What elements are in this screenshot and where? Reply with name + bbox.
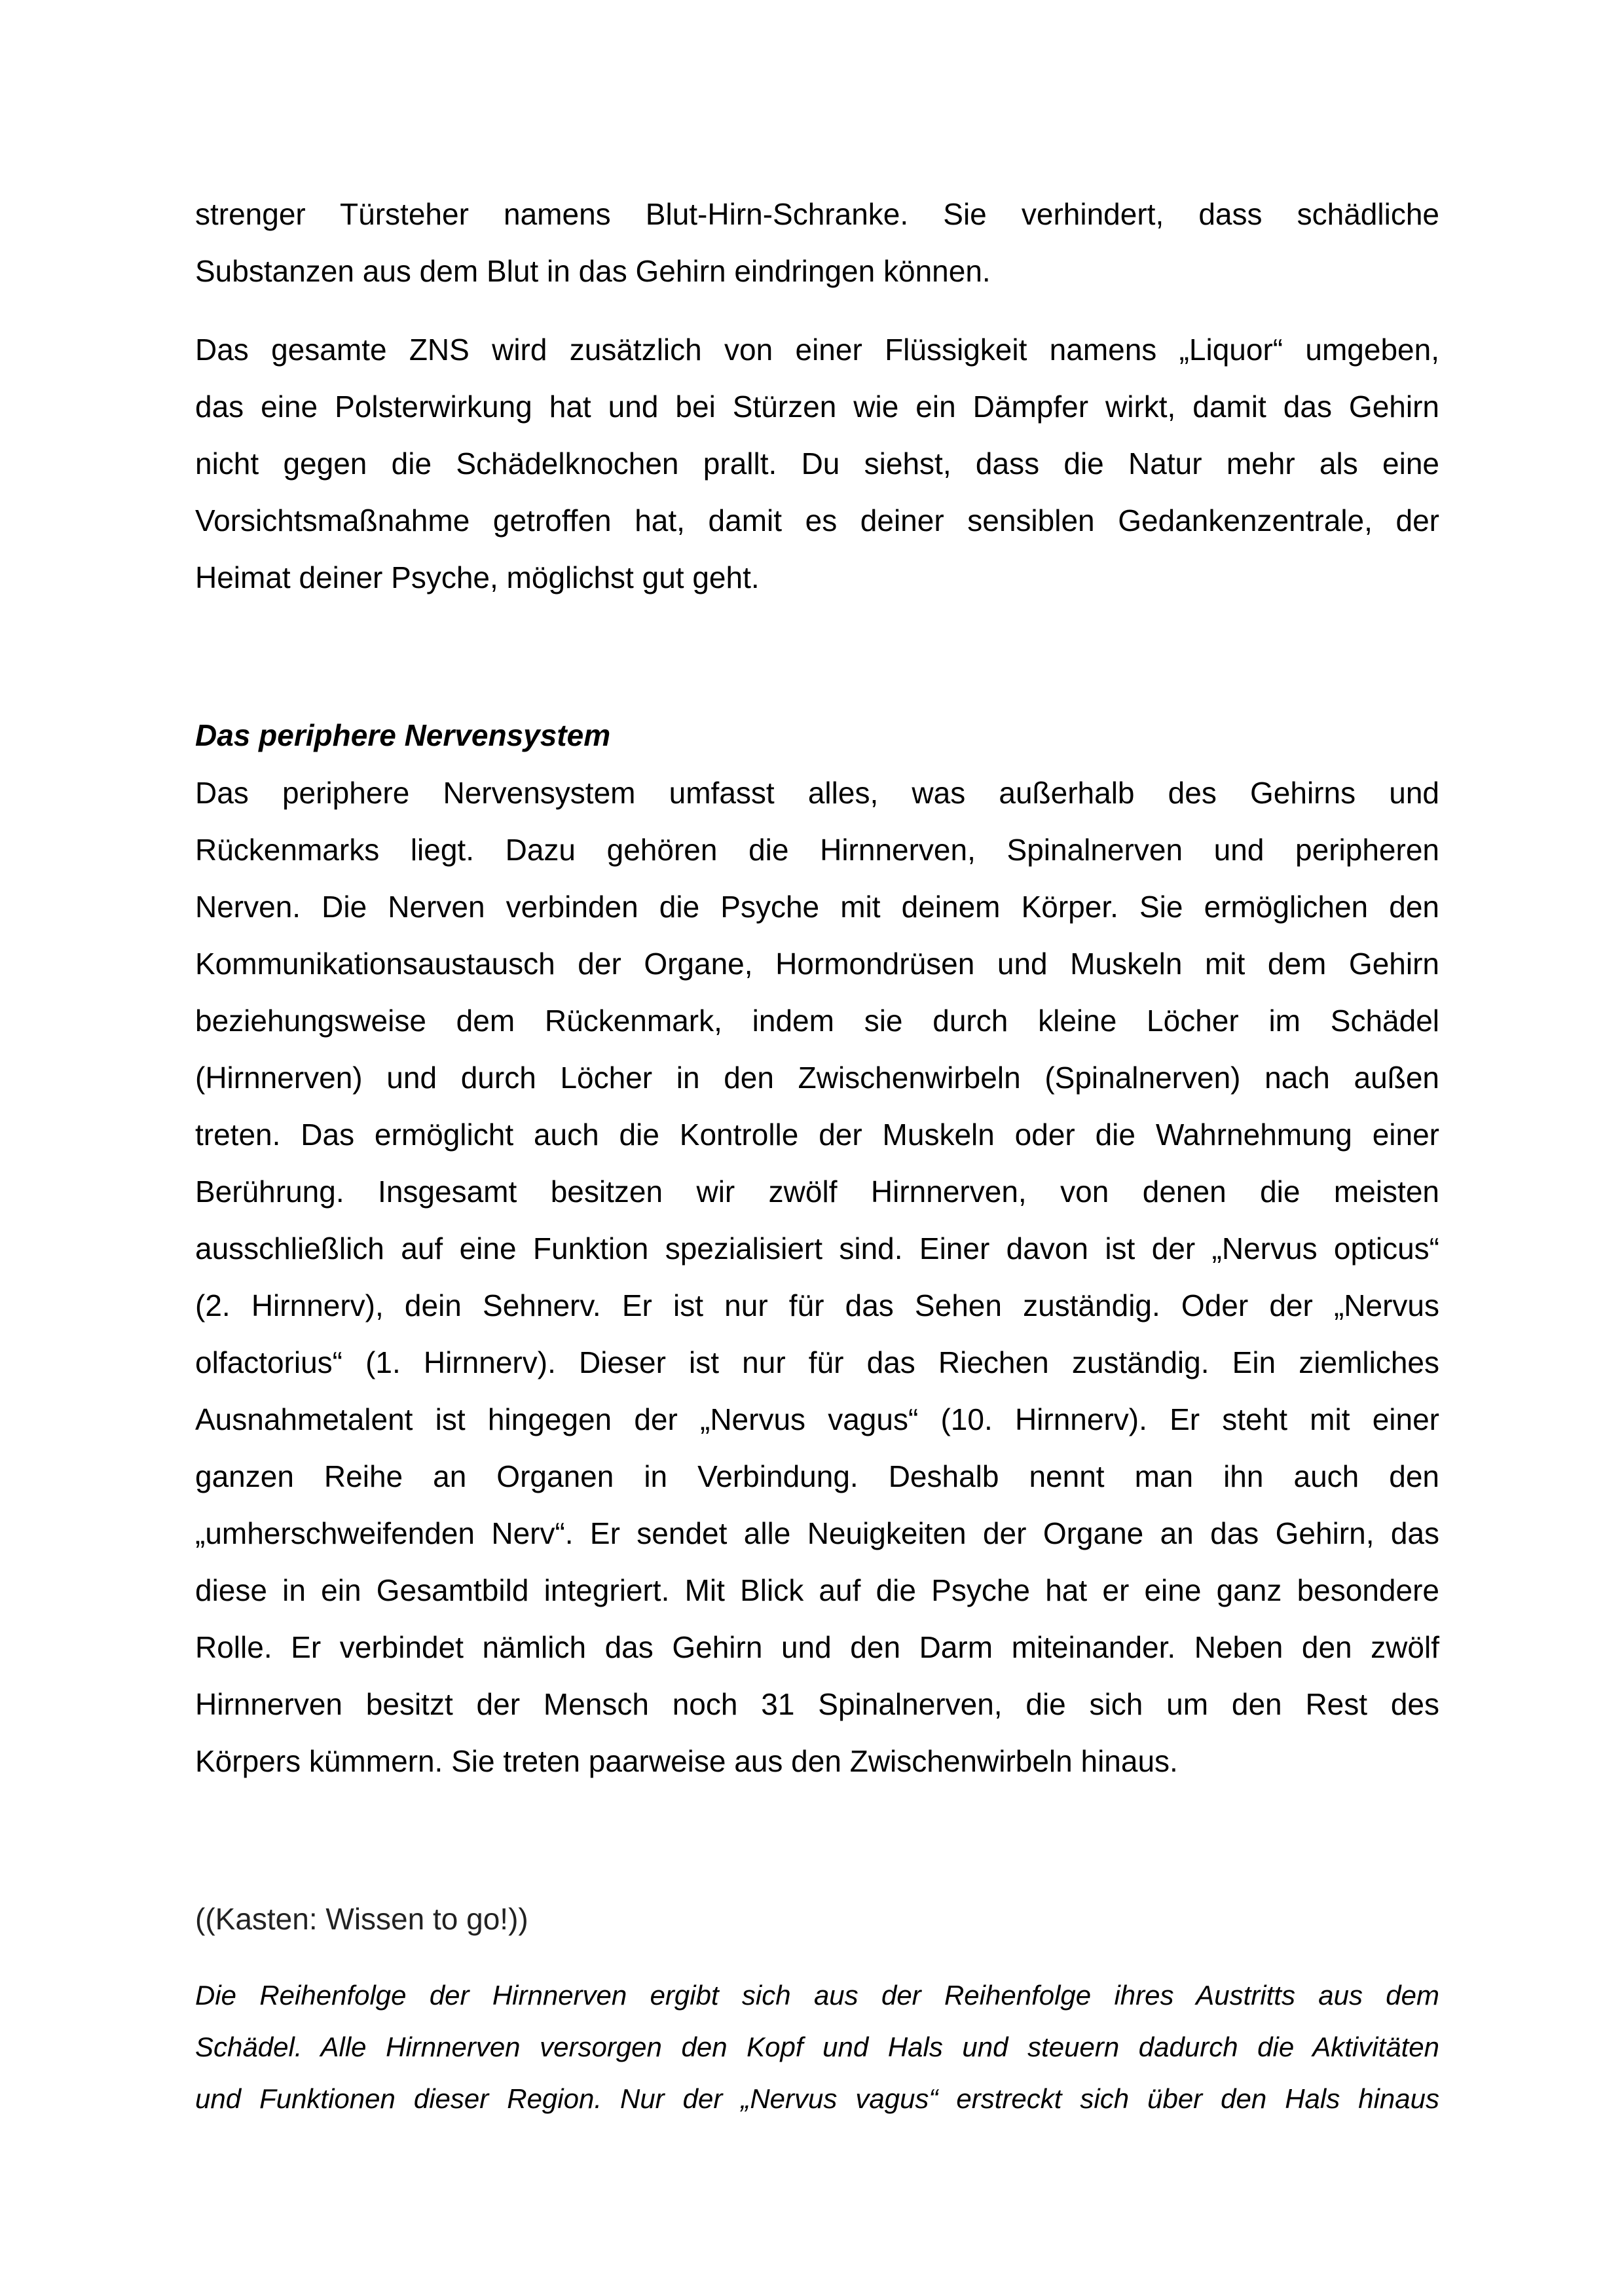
text-line: das eine Polsterwirkung hat und bei Stürzen wie ein Dämpfer wirkt, damit das Gehirn (195, 390, 1439, 424)
text-line: diese in ein Gesamtbild integriert. Mit Blick auf die Psyche hat er eine ganz besondere (195, 1573, 1439, 1607)
text-line: Substanzen aus dem Blut in das Gehirn eindringen können. (195, 254, 991, 288)
text-line: beziehungsweise dem Rückenmark, indem sie durch kleine Löcher im Schädel (195, 1004, 1439, 1038)
text-line: nicht gegen die Schädelknochen prallt. Du siehst, dass die Natur mehr als eine (195, 446, 1439, 481)
text-line: Ausnahmetalent ist hingegen der „Nervus vagus“ (10. Hirnnerv). Er steht mit einer (195, 1402, 1439, 1436)
text-line: Rolle. Er verbindet nämlich das Gehirn und den Darm miteinander. Neben den zwölf (195, 1630, 1439, 1664)
text-line: Rückenmarks liegt. Dazu gehören die Hirnnerven, Spinalnerven und peripheren (195, 833, 1439, 867)
text-line: Schädel. Alle Hirnnerven versorgen den Kopf und Hals und steuern dadurch die Aktivitäten (195, 2032, 1439, 2062)
text-line: treten. Das ermöglicht auch die Kontrolle der Muskeln oder die Wahrnehmung einer (195, 1118, 1439, 1152)
text-line: (Hirnnerven) und durch Löcher in den Zwischenwirbeln (Spinalnerven) nach außen (195, 1061, 1439, 1095)
text-line: ausschließlich auf eine Funktion spezialisiert sind. Einer davon ist der „Nervus opticus“ (195, 1231, 1439, 1266)
text-line: Nerven. Die Nerven verbinden die Psyche mit deinem Körper. Sie ermöglichen den (195, 890, 1439, 924)
text-line: olfactorius“ (1. Hirnnerv). Dieser ist nur für das Riechen zuständig. Ein ziemliches (195, 1345, 1439, 1379)
text-line: Die Reihenfolge der Hirnnerven ergibt sich aus der Reihenfolge ihres Austritts aus dem (195, 1980, 1439, 2011)
text-line: Heimat deiner Psyche, möglichst gut geht. (195, 560, 760, 594)
text-line: (2. Hirnnerv), dein Sehnerv. Er ist nur für das Sehen zuständig. Oder der „Nervus (195, 1288, 1439, 1322)
box-text-italic (195, 1969, 1439, 2124)
text-line: strenger Türsteher namens Blut-Hirn-Schranke. Sie verhindert, dass schädliche (195, 197, 1439, 231)
text-line: Das gesamte ZNS wird zusätzlich von einer Flüssigkeit namens „Liquor“ umgeben, (195, 333, 1439, 367)
text-line: „umherschweifenden Nerv“. Er sendet alle Neuigkeiten der Organe an das Gehirn, das (195, 1516, 1439, 1550)
paragraph-peripheral-nervous-system (195, 765, 1439, 1790)
text-line: Hirnnerven besitzt der Mensch noch 31 Spinalnerven, die sich um den Rest des (195, 1687, 1439, 1721)
text-line: Vorsichtsmaßnahme getroffen hat, damit es deiner sensiblen Gedankenzentrale, der (195, 503, 1439, 538)
text-line: und Funktionen dieser Region. Nur der „Nervus vagus“ erstreckt sich über den Hals hinaus (195, 2083, 1439, 2114)
box-marker: ((Kasten: Wissen to go!)) (195, 1902, 528, 1936)
paragraph-liquor (195, 321, 1439, 606)
text-line: Das periphere Nervensystem umfasst alles, was außerhalb des Gehirns und (195, 776, 1439, 810)
text-line: ganzen Reihe an Organen in Verbindung. Deshalb nennt man ihn auch den (195, 1459, 1439, 1493)
text-line: Kommunikationsaustausch der Organe, Hormondrüsen und Muskeln mit dem Gehirn (195, 947, 1439, 981)
paragraph-blood-brain-barrier (195, 186, 1439, 300)
section-heading: Das periphere Nervensystem (195, 718, 611, 752)
text-line: Berührung. Insgesamt besitzen wir zwölf Hirnnerven, von denen die meisten (195, 1175, 1439, 1209)
text-line: Körpers kümmern. Sie treten paarweise aus den Zwischenwirbeln hinaus. (195, 1744, 1178, 1778)
